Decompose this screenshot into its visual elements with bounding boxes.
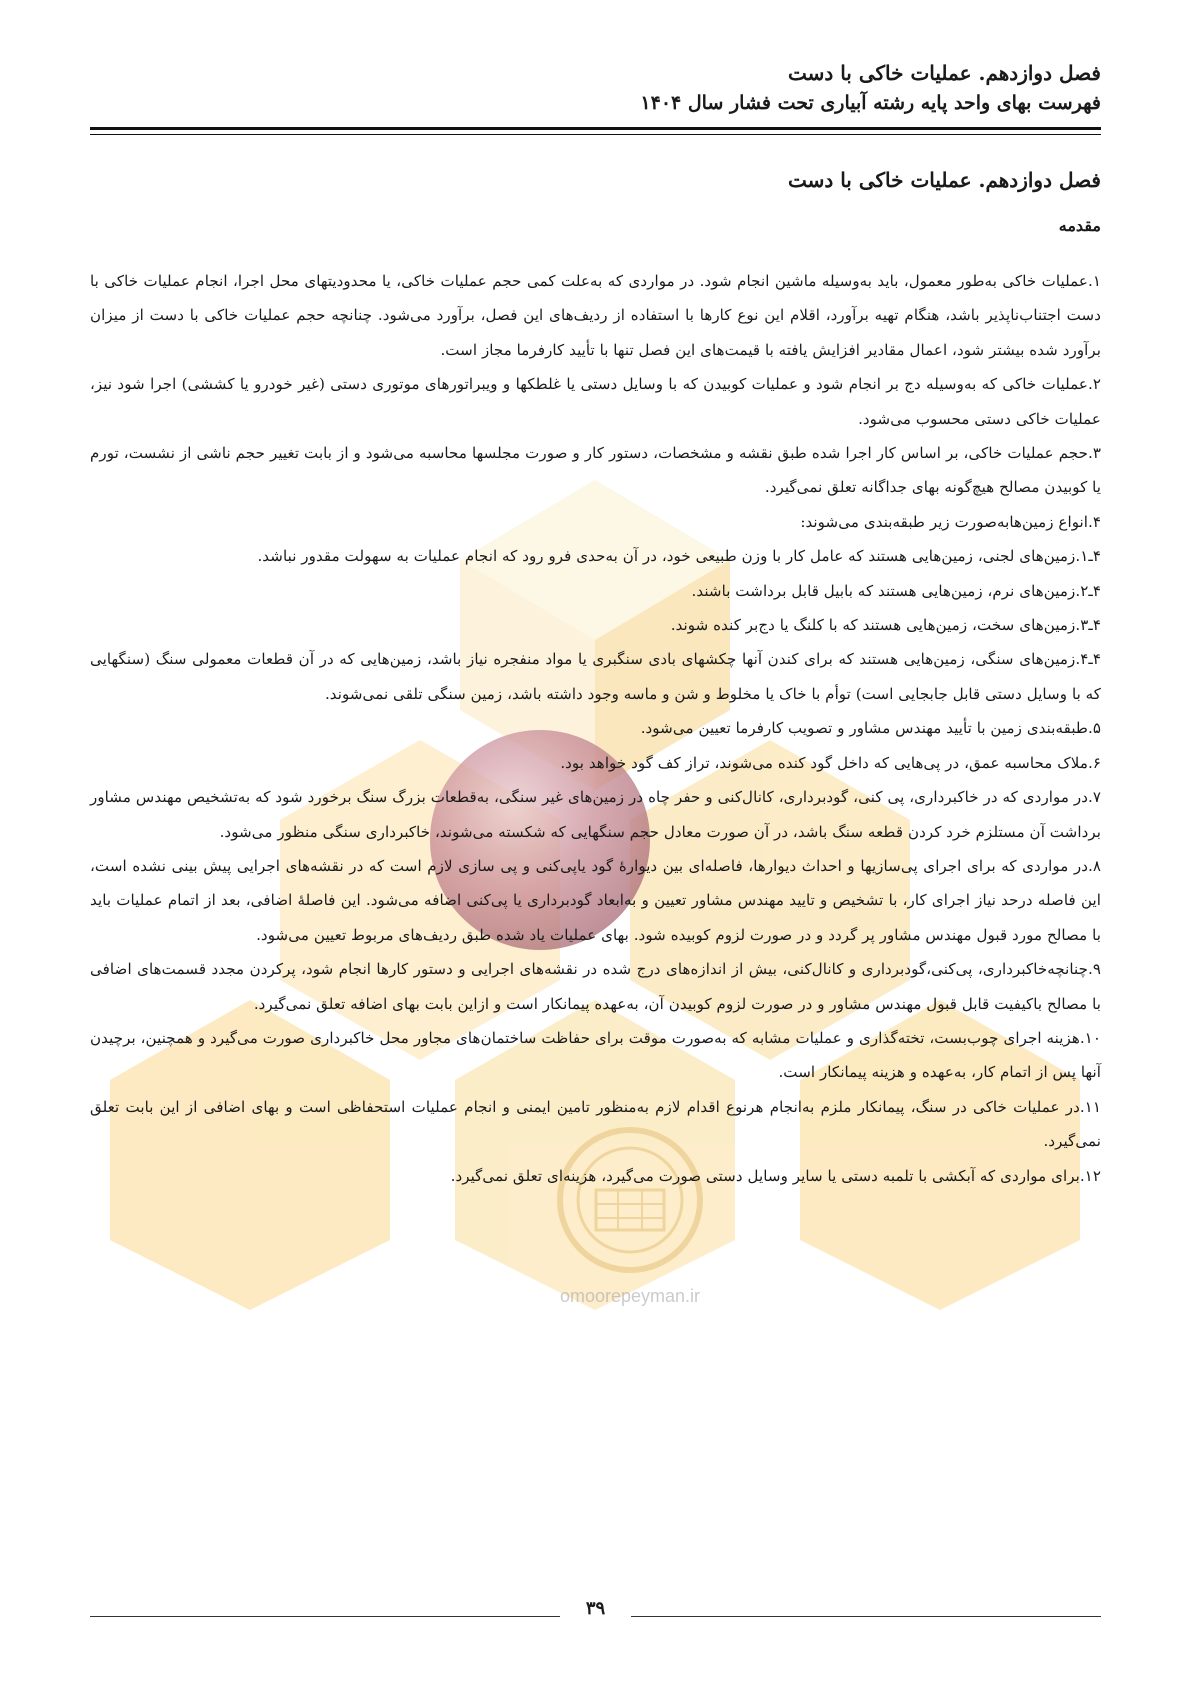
paragraph: ۸.در مواردی که برای اجرای پی‌سازیها و احداث دیوارها، فاصله‌ای بین دیوارهٔ گود یاپی‌کنی و پی سازی لازم است که در نقشه‌های اجرایی پیش بینی نشده است، این فاصله درحد نیاز اجرای کار، با تشخیص و تایید مهندس مشاور تعیین و به‌ابعاد گودبرداری یا پی‌کنی اضافه می‌شود. این فاصلهٔ اضافی، بعد از اتمام عملیات باید با مصالح مورد قبول مهندس مشاور پر گردد و در صورت لزوم کوبیده شود. بهای عملیات یاد شده طبق ردیف‌های مربوط تعیین می‌شود. xyxy=(90,856,1101,944)
paragraph: ۴ـ۲.زمین‌های نرم، زمین‌هایی هستند که بابیل قابل برداشت باشند. xyxy=(691,581,1101,600)
page-footer xyxy=(90,1598,1101,1628)
paragraph: ۱۰.هزینه اجرای چوب‌بست، تخته‌گذاری و عملیات مشابه که به‌صورت موقت برای حفاظت ساختمان‌های مجاور محل خاکبرداری صورت می‌گیرد و همچنین، برچیدن آنها پس از اتمام کار، به‌عهده و هزینه پیمانکار است. xyxy=(90,1028,1101,1082)
header-rule-thin xyxy=(90,134,1101,135)
paragraph: ۴.انواع زمین‌هابه‌صورت زیر طبقه‌بندی می‌شوند: xyxy=(800,512,1101,531)
paragraph: ۳.حجم عملیات خاکی، بر اساس کار اجرا شده طبق نقشه و مشخصات، دستور کار و صورت مجلسها محاسبه می‌شود و از بابت تغییر حجم ناشی از نشست، تورم یا کوبیدن مصالح هیچ‌گونه بهای جداگانه تعلق نمی‌گیرد. xyxy=(90,444,1101,497)
paragraph: ۵.طبقه‌بندی زمین با تأیید مهندس مشاور و تصویب کارفرما تعیین می‌شود. xyxy=(640,719,1101,738)
paragraph: ۴ـ۱.زمین‌های لجنی، زمین‌هایی هستند که عامل کار با وزن طبیعی خود، در آن به‌حدی فرو رود که انجام عملیات به سهولت مقدور نباشد. xyxy=(257,547,1101,566)
page-content xyxy=(90,158,1101,1193)
header-book-title: فهرست بهای واحد پایه رشته آبیاری تحت فشار سال ۱۴۰۴ xyxy=(640,92,1101,114)
page-number: ۳۹ xyxy=(585,1598,606,1619)
header-rule-thick xyxy=(90,127,1101,130)
paragraph: ۴ـ۴.زمین‌های سنگی، زمین‌هایی هستند که برای کندن آنها چکشهای بادی سنگبری یا مواد منفجره نیاز باشد، زمین‌هایی که در آن قطعات معمولی سنگ (سنگهایی که با وسایل دستی قابل جابجایی است) توأم با خاک یا مخلوط و شن و ماسه وجود داشته باشد، زمین سنگی تلقی نمی‌شوند. xyxy=(90,650,1101,703)
header-chapter-title: فصل دوازدهم. عملیات خاکی با دست xyxy=(787,61,1101,85)
paragraph: ۶.ملاک محاسبه عمق، در پی‌هایی که داخل گود کنده می‌شوند، تراز کف گود خواهد بود. xyxy=(560,753,1101,772)
paragraph: ۱.عملیات خاکی به‌طور معمول، باید به‌وسیله ماشین انجام شود. در مواردی که به‌علت کمی حجم عملیات خاکی، یا محدودیتهای محل اجرا، انجام عملیات خاکی با دست اجتناب‌ناپذیر باشد، هنگام تهیه برآورد، اقلام این نوع کارها با استفاده از ردیف‌های این فصل، برآورد می‌شود. چنانچه حجم عملیات خاکی با دست از میزان برآورد شده بیشتر شود، اعمال مقادیر افزایش یافته با قیمت‌های این فصل تنها با تأیید کارفرما مجاز است. xyxy=(90,272,1101,359)
paragraph: ۴ـ۳.زمین‌های سخت، زمین‌هایی هستند که با کلنگ یا دج‌بر کنده شوند. xyxy=(670,616,1101,635)
page-header xyxy=(90,58,1101,118)
footer-rule-right xyxy=(631,1616,1101,1617)
watermark-text: omoorepeyman.ir xyxy=(559,1286,701,1306)
paragraph: ۱۲.برای مواردی که آبکشی با تلمبه دستی یا سایر وسایل دستی صورت می‌گیرد، هزینه‌ای تعلق نمی‌گیرد. xyxy=(450,1166,1101,1185)
paragraph: ۱۱.در عملیات خاکی در سنگ، پیمانکار ملزم به‌انجام هرنوع اقدام لازم به‌منظور تامین ایمنی و انجام عملیات استحفاظی است و بهای اضافی از این بابت تعلق نمی‌گیرد. xyxy=(90,1097,1101,1151)
section-title: فصل دوازدهم. عملیات خاکی با دست xyxy=(787,168,1101,192)
paragraph: ۹.چنانچه‌خاکبرداری، پی‌کنی،گودبرداری و کانال‌کنی، بیش از اندازه‌های درج شده در نقشه‌های اجرایی و دستور کارها انجام شود، پرکردن مجدد قسمت‌های اضافی با مصالح باکیفیت قابل قبول مهندس مشاور و در صورت لزوم کوبیدن آن، به‌عهده پیمانکار است و ازاین بابت بهای اضافه تعلق نمی‌گیرد. xyxy=(90,960,1101,1013)
subsection-title: مقدمه xyxy=(1058,216,1101,235)
paragraph: ۲.عملیات خاکی که به‌وسیله دج بر انجام شود و عملیات کوبیدن که با وسایل دستی یا غلطکها و ویبراتورهای موتوری دستی (غیر خودرو یا کششی) اجرا شود نیز، عملیات خاکی دستی محسوب می‌شود. xyxy=(90,375,1101,428)
paragraph: ۷.در مواردی که در خاکبرداری، پی کنی، گودبرداری، کانال‌کنی و حفر چاه در زمین‌های غیر سنگی، به‌قطعات بزرگ سنگ برخورد شود که به‌تشخیص مهندس مشاور برداشت آن مستلزم خرد کردن قطعه سنگ باشد، در آن صورت معادل حجم سنگهایی که شکسته می‌شوند، خاکبرداری سنگی منظور می‌شود. xyxy=(90,788,1101,841)
